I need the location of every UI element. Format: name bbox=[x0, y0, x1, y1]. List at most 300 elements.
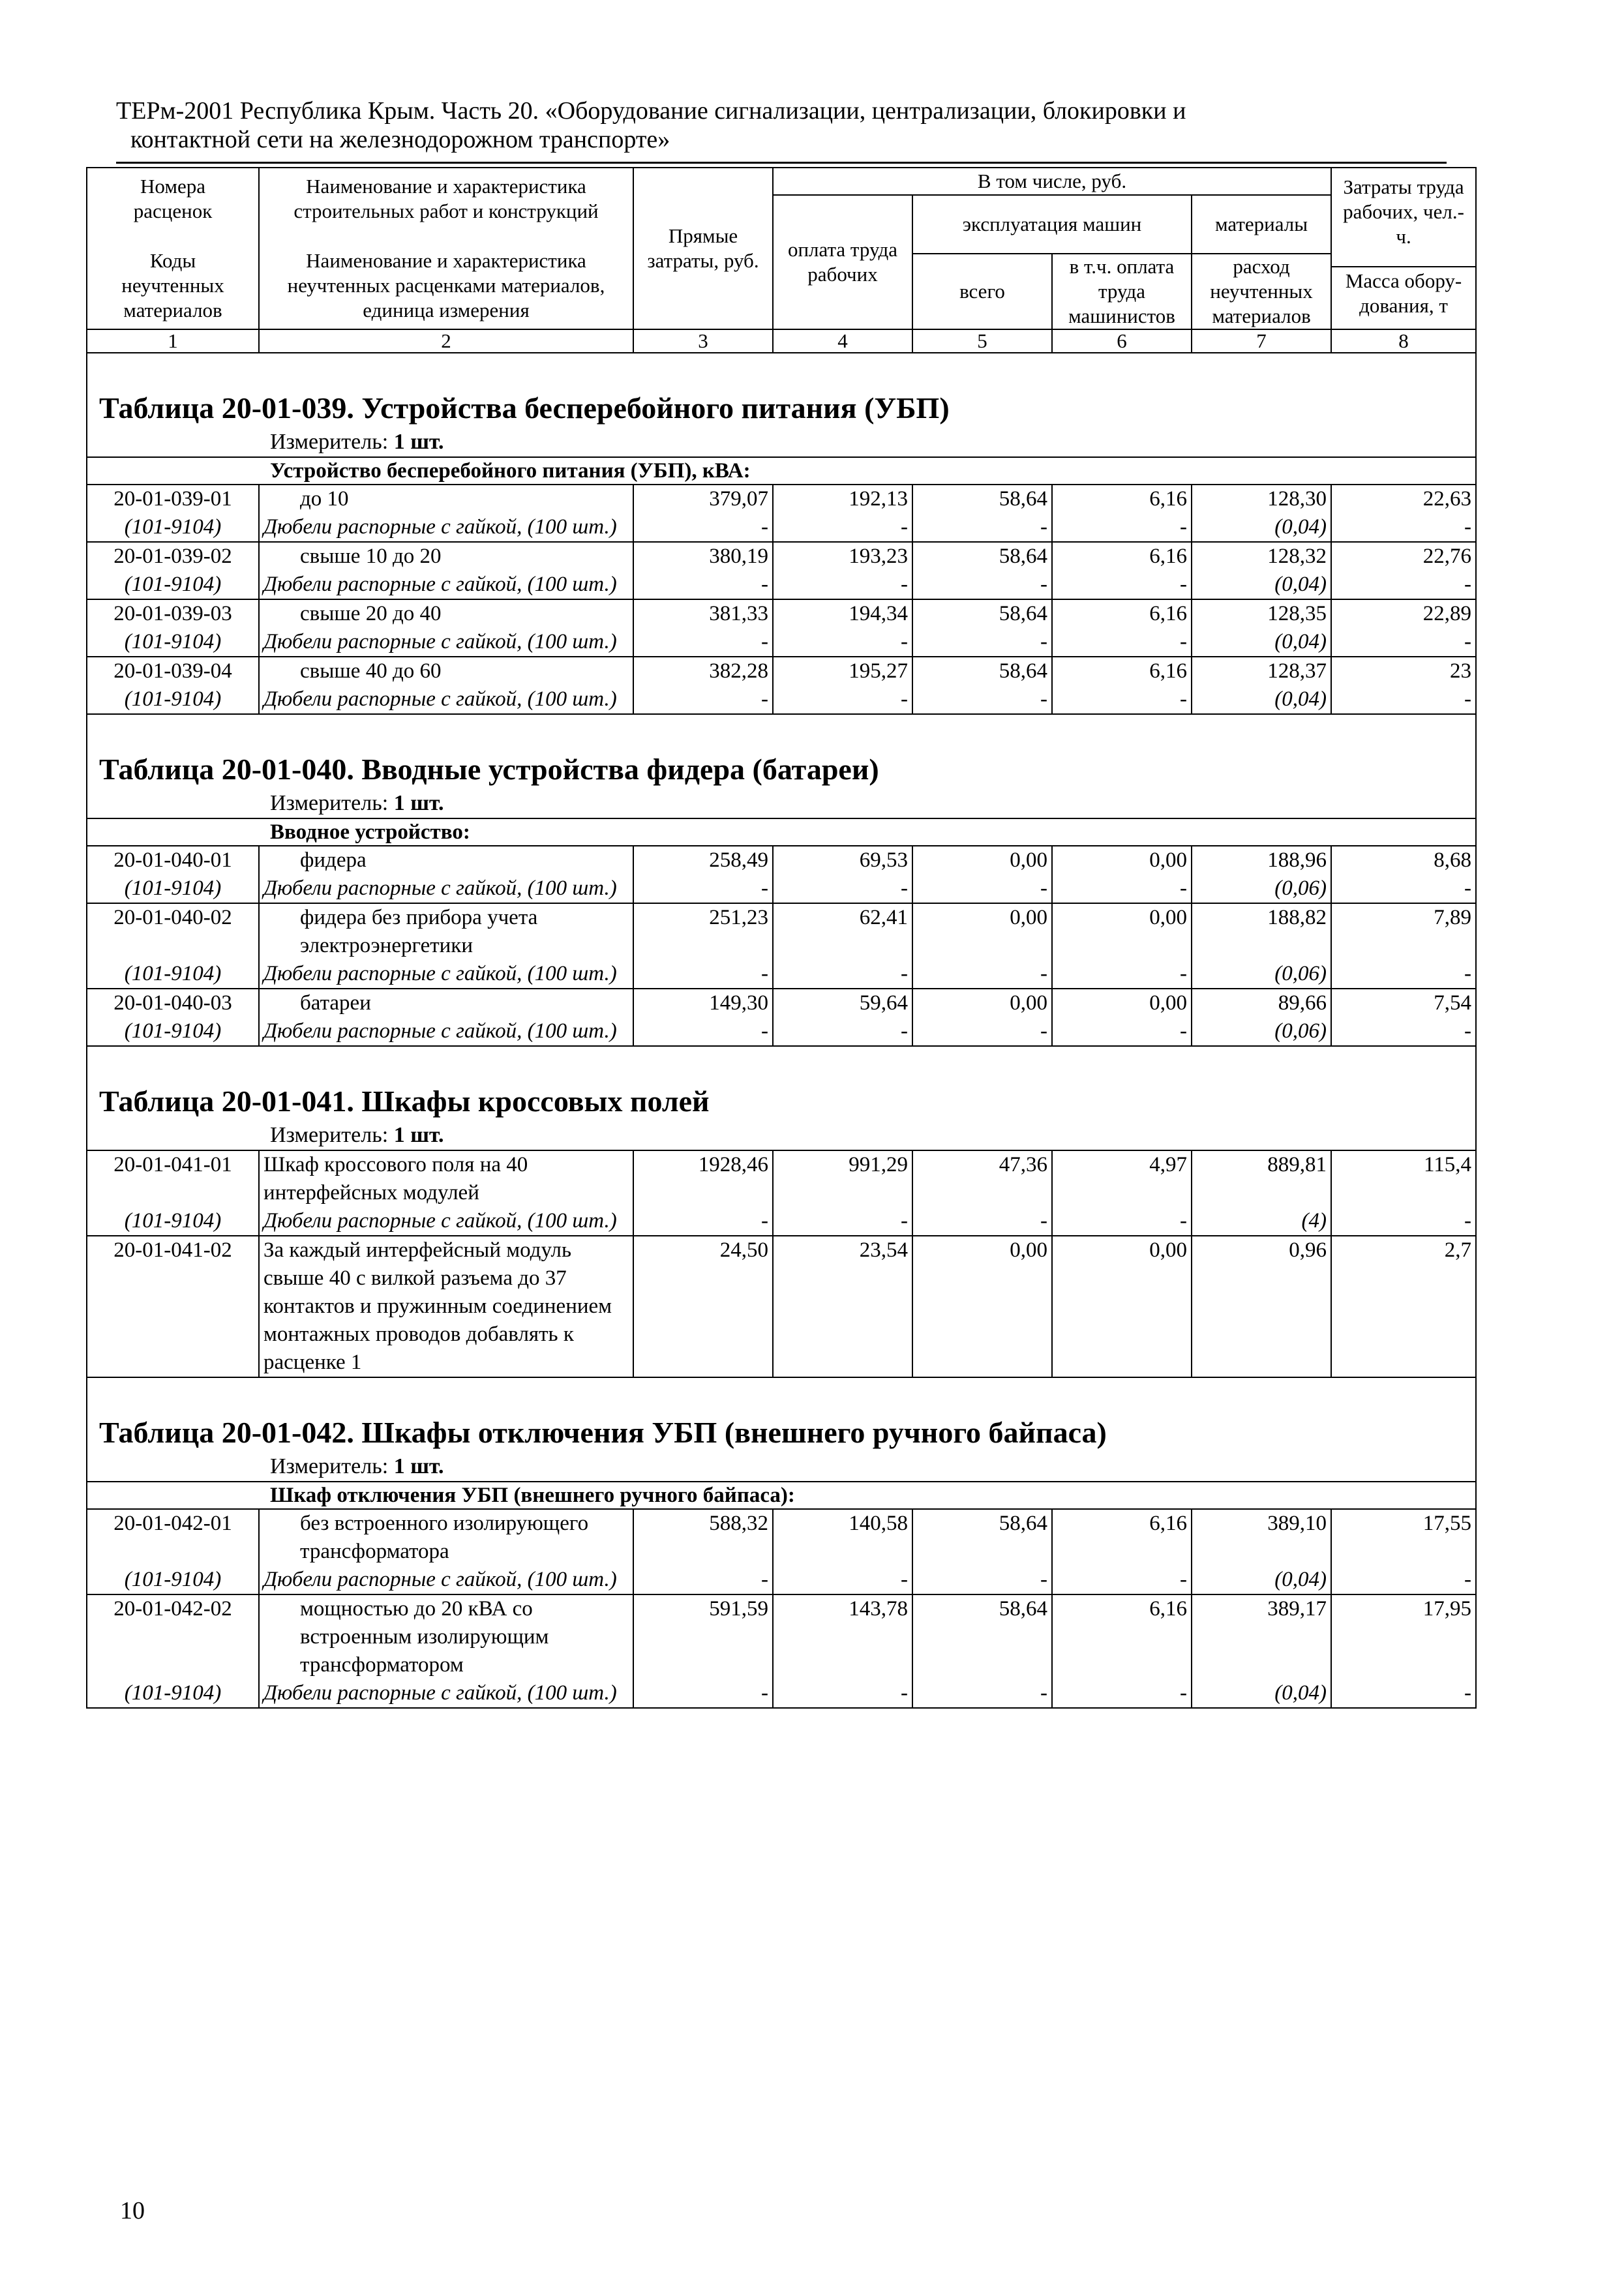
rate-name-cell bbox=[259, 903, 633, 989]
column-number: 2 bbox=[259, 329, 633, 353]
value: 140,58 bbox=[849, 1512, 908, 1535]
spacer bbox=[1336, 1179, 1471, 1207]
value: 23,54 bbox=[859, 1238, 908, 1262]
value-cell bbox=[633, 599, 773, 657]
rate-code-cell bbox=[87, 1594, 259, 1708]
value: 47,36 bbox=[999, 1153, 1047, 1176]
value-cell bbox=[1331, 1150, 1476, 1236]
rate-code: 20-01-040-02 bbox=[113, 906, 232, 929]
value: 1928,46 bbox=[698, 1153, 768, 1176]
spacer bbox=[1196, 1623, 1327, 1679]
material-name: Дюбели распорные с гайкой, (100 шт.) bbox=[263, 1681, 617, 1705]
col1-header-bottom: Коды неучтенных материалов bbox=[121, 249, 224, 322]
dash: - bbox=[1040, 1209, 1047, 1233]
rate-row bbox=[87, 903, 1476, 989]
value: 58,64 bbox=[999, 545, 1047, 568]
value-cell bbox=[1192, 599, 1331, 657]
rate-name: свыше 10 до 20 bbox=[300, 545, 442, 568]
value-cell bbox=[912, 485, 1052, 542]
column-number: 1 bbox=[87, 329, 259, 353]
dash: - bbox=[1180, 1209, 1187, 1233]
value: 889,81 bbox=[1267, 1153, 1327, 1176]
dash: - bbox=[1464, 1681, 1472, 1705]
rate-row bbox=[87, 846, 1476, 903]
spacer bbox=[777, 1179, 908, 1207]
rate-code: 20-01-041-01 bbox=[113, 1153, 232, 1176]
dash: - bbox=[901, 1209, 908, 1233]
dash: - bbox=[1180, 1019, 1187, 1043]
value: 17,95 bbox=[1422, 1597, 1472, 1621]
machines-header: эксплуатация машин bbox=[912, 195, 1192, 254]
section-unit bbox=[87, 1120, 1476, 1150]
dash: - bbox=[1180, 876, 1187, 900]
value-cell bbox=[1192, 542, 1331, 599]
value-cell bbox=[1331, 903, 1476, 989]
section-title-row bbox=[87, 714, 1476, 788]
value-cell bbox=[773, 485, 912, 542]
value-cell bbox=[1331, 657, 1476, 714]
rate-name-cell bbox=[259, 542, 633, 599]
rate-code-cell bbox=[87, 1150, 259, 1236]
dash: - bbox=[1464, 573, 1472, 596]
value: 128,37 bbox=[1267, 659, 1327, 683]
material-code: (101-9104) bbox=[124, 876, 222, 900]
material-name: Дюбели распорные с гайкой, (100 шт.) bbox=[263, 573, 617, 596]
value: 0,00 bbox=[1149, 1238, 1187, 1262]
value-cell bbox=[1331, 1594, 1476, 1708]
spacer bbox=[777, 1538, 908, 1566]
value-cell bbox=[1052, 1150, 1192, 1236]
material-code: (101-9104) bbox=[124, 573, 222, 596]
dash: - bbox=[1180, 1681, 1187, 1705]
column-number: 6 bbox=[1052, 329, 1192, 353]
unit-value: 1 шт. bbox=[393, 791, 444, 815]
col8-header bbox=[1331, 168, 1476, 329]
value-cell bbox=[1052, 903, 1192, 989]
value: 22,63 bbox=[1422, 487, 1472, 511]
value-cell bbox=[1331, 485, 1476, 542]
unit-label: Измеритель: bbox=[270, 1454, 394, 1478]
spacer bbox=[638, 1623, 768, 1679]
rate-code-cell bbox=[87, 599, 259, 657]
section-title-row bbox=[87, 1377, 1476, 1451]
dash: - bbox=[1040, 1568, 1047, 1591]
unit-value: 1 шт. bbox=[393, 1454, 444, 1478]
dash: - bbox=[901, 1568, 908, 1591]
value: 62,41 bbox=[859, 906, 908, 929]
rate-name: фидера без прибора учета электроэнергетики bbox=[300, 906, 538, 957]
rate-row bbox=[87, 542, 1476, 599]
value: 382,28 bbox=[709, 659, 768, 683]
section-unit-row bbox=[87, 426, 1476, 457]
material-qty: (0,04) bbox=[1274, 573, 1327, 596]
value-cell bbox=[912, 1509, 1052, 1594]
value: 7,89 bbox=[1434, 906, 1472, 929]
material-name: Дюбели распорные с гайкой, (100 шт.) bbox=[263, 1019, 617, 1043]
dash: - bbox=[901, 630, 908, 653]
section-title: Таблица 20-01-040. Вводные устройства фидера (батареи) bbox=[87, 714, 1476, 788]
material-code: (101-9104) bbox=[124, 1209, 222, 1233]
value: 24,50 bbox=[719, 1238, 768, 1262]
spacer bbox=[917, 1623, 1047, 1679]
rate-name: мощностью до 20 кВА со встроенным изолирующим трансформатором bbox=[300, 1597, 549, 1677]
rate-row bbox=[87, 485, 1476, 542]
value-cell bbox=[1192, 1236, 1331, 1377]
value: 143,78 bbox=[849, 1597, 908, 1621]
dash: - bbox=[1040, 515, 1047, 539]
col6-header: в т.ч. оплата труда машинистов bbox=[1052, 254, 1192, 329]
spacer bbox=[1336, 932, 1471, 960]
value: 6,16 bbox=[1149, 545, 1187, 568]
value-cell bbox=[1052, 846, 1192, 903]
unit-label: Измеритель: bbox=[270, 1123, 394, 1147]
value-cell bbox=[1192, 846, 1331, 903]
value-cell bbox=[912, 1150, 1052, 1236]
value-cell bbox=[633, 989, 773, 1046]
col2-header-top: Наименование и характеристика строительных работ и конструкций bbox=[293, 175, 599, 222]
dash: - bbox=[901, 687, 908, 711]
spacer bbox=[917, 1179, 1047, 1207]
rate-code-cell bbox=[87, 1509, 259, 1594]
rate-code: 20-01-042-01 bbox=[113, 1512, 232, 1535]
spacer bbox=[1336, 1623, 1471, 1679]
material-qty: (0,06) bbox=[1274, 962, 1327, 985]
materials-header: материалы bbox=[1192, 195, 1331, 254]
group-heading: Вводное устройство: bbox=[87, 818, 1476, 846]
dash: - bbox=[1464, 962, 1472, 985]
rate-code: 20-01-040-01 bbox=[113, 848, 232, 872]
value-cell bbox=[773, 1594, 912, 1708]
rate-code: 20-01-040-03 bbox=[113, 991, 232, 1015]
spacer bbox=[1336, 1538, 1471, 1566]
value: 0,00 bbox=[1149, 991, 1187, 1015]
spacer bbox=[777, 1623, 908, 1679]
value: 194,34 bbox=[849, 602, 908, 625]
material-name: Дюбели распорные с гайкой, (100 шт.) bbox=[263, 962, 617, 985]
rate-code-cell bbox=[87, 989, 259, 1046]
dash: - bbox=[901, 573, 908, 596]
rate-code-cell bbox=[87, 1236, 259, 1377]
value: 0,00 bbox=[1149, 906, 1187, 929]
rate-name: батареи bbox=[300, 991, 371, 1015]
section-unit bbox=[87, 788, 1476, 818]
value-cell bbox=[1331, 1509, 1476, 1594]
rate-code-cell bbox=[87, 903, 259, 989]
dash: - bbox=[1040, 876, 1047, 900]
value-cell bbox=[1052, 542, 1192, 599]
spacer bbox=[917, 1538, 1047, 1566]
section-title: Таблица 20-01-039. Устройства бесперебойного питания (УБП) bbox=[87, 353, 1476, 426]
unit-value: 1 шт. bbox=[393, 1123, 444, 1147]
section-title: Таблица 20-01-042. Шкафы отключения УБП (внешнего ручного байпаса) bbox=[87, 1377, 1476, 1451]
dash: - bbox=[761, 1019, 768, 1043]
rate-code: 20-01-039-02 bbox=[113, 545, 232, 568]
material-code: (101-9104) bbox=[124, 1019, 222, 1043]
material-code: (101-9104) bbox=[124, 962, 222, 985]
value: 991,29 bbox=[849, 1153, 908, 1176]
value: 23 bbox=[1450, 659, 1472, 683]
value: 251,23 bbox=[709, 906, 768, 929]
value-cell bbox=[1052, 599, 1192, 657]
value: 22,89 bbox=[1422, 602, 1472, 625]
value-cell bbox=[1331, 542, 1476, 599]
header-line-2: контактной сети на железнодорожном транспорте» bbox=[130, 126, 670, 153]
value: 4,97 bbox=[1149, 1153, 1187, 1176]
rates-table-body bbox=[87, 168, 1476, 1708]
rate-code: 20-01-039-01 bbox=[113, 487, 232, 511]
value: 0,00 bbox=[1149, 848, 1187, 872]
page-number: 10 bbox=[120, 2197, 145, 2224]
value: 128,35 bbox=[1267, 602, 1327, 625]
rate-code: 20-01-039-03 bbox=[113, 602, 232, 625]
dash: - bbox=[901, 515, 908, 539]
included-header: В том числе, руб. bbox=[773, 168, 1331, 195]
rate-name: до 10 bbox=[300, 487, 349, 511]
unit-label: Измеритель: bbox=[270, 791, 394, 815]
dash: - bbox=[1040, 630, 1047, 653]
rate-code: 20-01-039-04 bbox=[113, 659, 232, 683]
rate-code-cell bbox=[87, 485, 259, 542]
material-qty: (0,04) bbox=[1274, 1568, 1327, 1591]
dash: - bbox=[761, 573, 768, 596]
value-cell bbox=[1192, 1594, 1331, 1708]
dash: - bbox=[1464, 1019, 1472, 1043]
dash: - bbox=[1464, 630, 1472, 653]
material-name: Дюбели распорные с гайкой, (100 шт.) bbox=[263, 876, 617, 900]
dash: - bbox=[1040, 962, 1047, 985]
spacer bbox=[1057, 932, 1187, 960]
value-cell bbox=[1331, 1236, 1476, 1377]
value-cell bbox=[912, 989, 1052, 1046]
section-title-row bbox=[87, 1046, 1476, 1120]
value-cell bbox=[1052, 989, 1192, 1046]
value-cell bbox=[773, 1509, 912, 1594]
page-header bbox=[116, 97, 1453, 154]
rate-code: 20-01-042-02 bbox=[113, 1597, 232, 1621]
dash: - bbox=[901, 876, 908, 900]
value: 22,76 bbox=[1422, 545, 1472, 568]
spacer bbox=[638, 932, 768, 960]
value-cell bbox=[773, 846, 912, 903]
dash: - bbox=[901, 1019, 908, 1043]
unit-value: 1 шт. bbox=[393, 430, 444, 454]
value: 89,66 bbox=[1278, 991, 1327, 1015]
col3-header: Прямые затраты, руб. bbox=[633, 168, 773, 329]
dash: - bbox=[1464, 1209, 1472, 1233]
value-cell bbox=[1192, 1150, 1331, 1236]
value-cell bbox=[1052, 1594, 1192, 1708]
unit-label: Измеритель: bbox=[270, 430, 394, 454]
rate-name: За каждый интерфейсный модуль свыше 40 с вилкой разъема до 37 контактов и пружинным соединением монтажных проводов добавлять к расценке 1 bbox=[263, 1238, 612, 1374]
group-heading-row bbox=[87, 818, 1476, 846]
col4-header: оплата труда рабочих bbox=[773, 195, 912, 329]
value: 379,07 bbox=[709, 487, 768, 511]
section-unit-row bbox=[87, 1451, 1476, 1482]
material-qty: (0,06) bbox=[1274, 876, 1327, 900]
group-heading: Шкаф отключения УБП (внешнего ручного байпаса): bbox=[87, 1482, 1476, 1509]
value: 6,16 bbox=[1149, 1512, 1187, 1535]
value: 58,64 bbox=[999, 1597, 1047, 1621]
value-cell bbox=[1331, 989, 1476, 1046]
spacer bbox=[917, 932, 1047, 960]
material-name: Дюбели распорные с гайкой, (100 шт.) bbox=[263, 1209, 617, 1233]
value-cell bbox=[1052, 1509, 1192, 1594]
value: 8,68 bbox=[1434, 848, 1472, 872]
value-cell bbox=[1192, 1509, 1331, 1594]
rate-name-cell bbox=[259, 485, 633, 542]
value-cell bbox=[633, 1150, 773, 1236]
spacer bbox=[1057, 1538, 1187, 1566]
spacer bbox=[1057, 1179, 1187, 1207]
material-code: (101-9104) bbox=[124, 1568, 222, 1591]
value: 193,23 bbox=[849, 545, 908, 568]
spacer bbox=[638, 1538, 768, 1566]
rate-code-cell bbox=[87, 657, 259, 714]
value-cell bbox=[633, 1509, 773, 1594]
value: 6,16 bbox=[1149, 487, 1187, 511]
rate-name-cell bbox=[259, 1509, 633, 1594]
material-name: Дюбели распорные с гайкой, (100 шт.) bbox=[263, 1568, 617, 1591]
value: 389,17 bbox=[1267, 1597, 1327, 1621]
value-cell bbox=[1052, 1236, 1192, 1377]
value: 0,00 bbox=[1010, 991, 1047, 1015]
col2-header bbox=[259, 168, 633, 329]
value-cell bbox=[912, 846, 1052, 903]
value: 591,59 bbox=[709, 1597, 768, 1621]
value-cell bbox=[912, 542, 1052, 599]
value-cell bbox=[773, 989, 912, 1046]
value: 69,53 bbox=[859, 848, 908, 872]
value-cell bbox=[633, 542, 773, 599]
value-cell bbox=[773, 903, 912, 989]
col1-header bbox=[87, 168, 259, 329]
rate-row bbox=[87, 1236, 1476, 1377]
value: 258,49 bbox=[709, 848, 768, 872]
dash: - bbox=[1040, 1019, 1047, 1043]
header-line-1: ТЕРм-2001 Республика Крым. Часть 20. «Оборудование сигнализации, централизации, блокировки и bbox=[116, 97, 1186, 125]
dash: - bbox=[761, 1209, 768, 1233]
value: 6,16 bbox=[1149, 602, 1187, 625]
column-number: 5 bbox=[912, 329, 1052, 353]
material-qty: (0,04) bbox=[1274, 515, 1327, 539]
spacer bbox=[91, 1179, 254, 1207]
spacer bbox=[1057, 1623, 1187, 1679]
value-cell bbox=[912, 657, 1052, 714]
section-unit bbox=[87, 426, 1476, 457]
col7-header: расход неучтенных материалов bbox=[1192, 254, 1331, 329]
dash: - bbox=[761, 1681, 768, 1705]
column-number: 7 bbox=[1192, 329, 1331, 353]
rate-name-cell bbox=[259, 846, 633, 903]
value-cell bbox=[773, 599, 912, 657]
dash: - bbox=[1464, 515, 1472, 539]
dash: - bbox=[761, 962, 768, 985]
rate-name-cell bbox=[259, 989, 633, 1046]
rate-code-cell bbox=[87, 846, 259, 903]
rate-code-cell bbox=[87, 542, 259, 599]
rate-row bbox=[87, 1150, 1476, 1236]
value: 6,16 bbox=[1149, 1597, 1187, 1621]
value-cell bbox=[633, 903, 773, 989]
value-cell bbox=[912, 903, 1052, 989]
column-number: 8 bbox=[1331, 329, 1476, 353]
column-number: 4 bbox=[773, 329, 912, 353]
dash: - bbox=[1180, 687, 1187, 711]
value-cell bbox=[1192, 903, 1331, 989]
rate-name: свыше 20 до 40 bbox=[300, 602, 442, 625]
group-heading-row bbox=[87, 457, 1476, 485]
value: 58,64 bbox=[999, 602, 1047, 625]
value: 17,55 bbox=[1422, 1512, 1472, 1535]
value: 128,30 bbox=[1267, 487, 1327, 511]
dash: - bbox=[1464, 687, 1472, 711]
section-unit-row bbox=[87, 788, 1476, 818]
col8-header-bottom: Масса обору-дования, т bbox=[1332, 266, 1475, 326]
value-cell bbox=[1331, 846, 1476, 903]
dash: - bbox=[761, 1568, 768, 1591]
value: 58,64 bbox=[999, 487, 1047, 511]
value: 0,96 bbox=[1289, 1238, 1327, 1262]
value: 188,82 bbox=[1267, 906, 1327, 929]
rate-code: 20-01-041-02 bbox=[113, 1238, 232, 1262]
value: 7,54 bbox=[1434, 991, 1472, 1015]
group-heading-row bbox=[87, 1482, 1476, 1509]
material-name: Дюбели распорные с гайкой, (100 шт.) bbox=[263, 687, 617, 711]
material-code: (101-9104) bbox=[124, 515, 222, 539]
value: 0,00 bbox=[1010, 1238, 1047, 1262]
col1-header-top: Номера расценок bbox=[133, 175, 213, 222]
header-rule bbox=[116, 162, 1447, 164]
col8-header-top: Затраты труда рабочих, чел.-ч. bbox=[1343, 175, 1464, 248]
value-cell bbox=[773, 1236, 912, 1377]
column-number: 3 bbox=[633, 329, 773, 353]
dash: - bbox=[761, 876, 768, 900]
dash: - bbox=[1464, 1568, 1472, 1591]
rate-name: Шкаф кроссового поля на 40 интерфейсных модулей bbox=[263, 1153, 528, 1204]
rate-name: свыше 40 до 60 bbox=[300, 659, 442, 683]
value: 58,64 bbox=[999, 1512, 1047, 1535]
rates-table bbox=[86, 167, 1477, 1709]
rate-name-cell bbox=[259, 1236, 633, 1377]
value-cell bbox=[912, 1594, 1052, 1708]
dash: - bbox=[1180, 573, 1187, 596]
value: 588,32 bbox=[709, 1512, 768, 1535]
value: 59,64 bbox=[859, 991, 908, 1015]
spacer bbox=[91, 932, 254, 960]
dash: - bbox=[1040, 1681, 1047, 1705]
rate-row bbox=[87, 989, 1476, 1046]
dash: - bbox=[1464, 876, 1472, 900]
value-cell bbox=[1052, 485, 1192, 542]
value-cell bbox=[773, 657, 912, 714]
value: 0,00 bbox=[1010, 848, 1047, 872]
dash: - bbox=[1180, 962, 1187, 985]
spacer bbox=[91, 1538, 254, 1566]
spacer bbox=[1196, 1179, 1327, 1207]
rate-name-cell bbox=[259, 657, 633, 714]
rate-row bbox=[87, 1594, 1476, 1708]
dash: - bbox=[1040, 687, 1047, 711]
value-cell bbox=[633, 657, 773, 714]
value: 188,96 bbox=[1267, 848, 1327, 872]
material-name: Дюбели распорные с гайкой, (100 шт.) bbox=[263, 515, 617, 539]
material-qty: (0,06) bbox=[1274, 1019, 1327, 1043]
value-cell bbox=[1192, 657, 1331, 714]
value: 381,33 bbox=[709, 602, 768, 625]
dash: - bbox=[761, 515, 768, 539]
value: 380,19 bbox=[709, 545, 768, 568]
dash: - bbox=[901, 962, 908, 985]
